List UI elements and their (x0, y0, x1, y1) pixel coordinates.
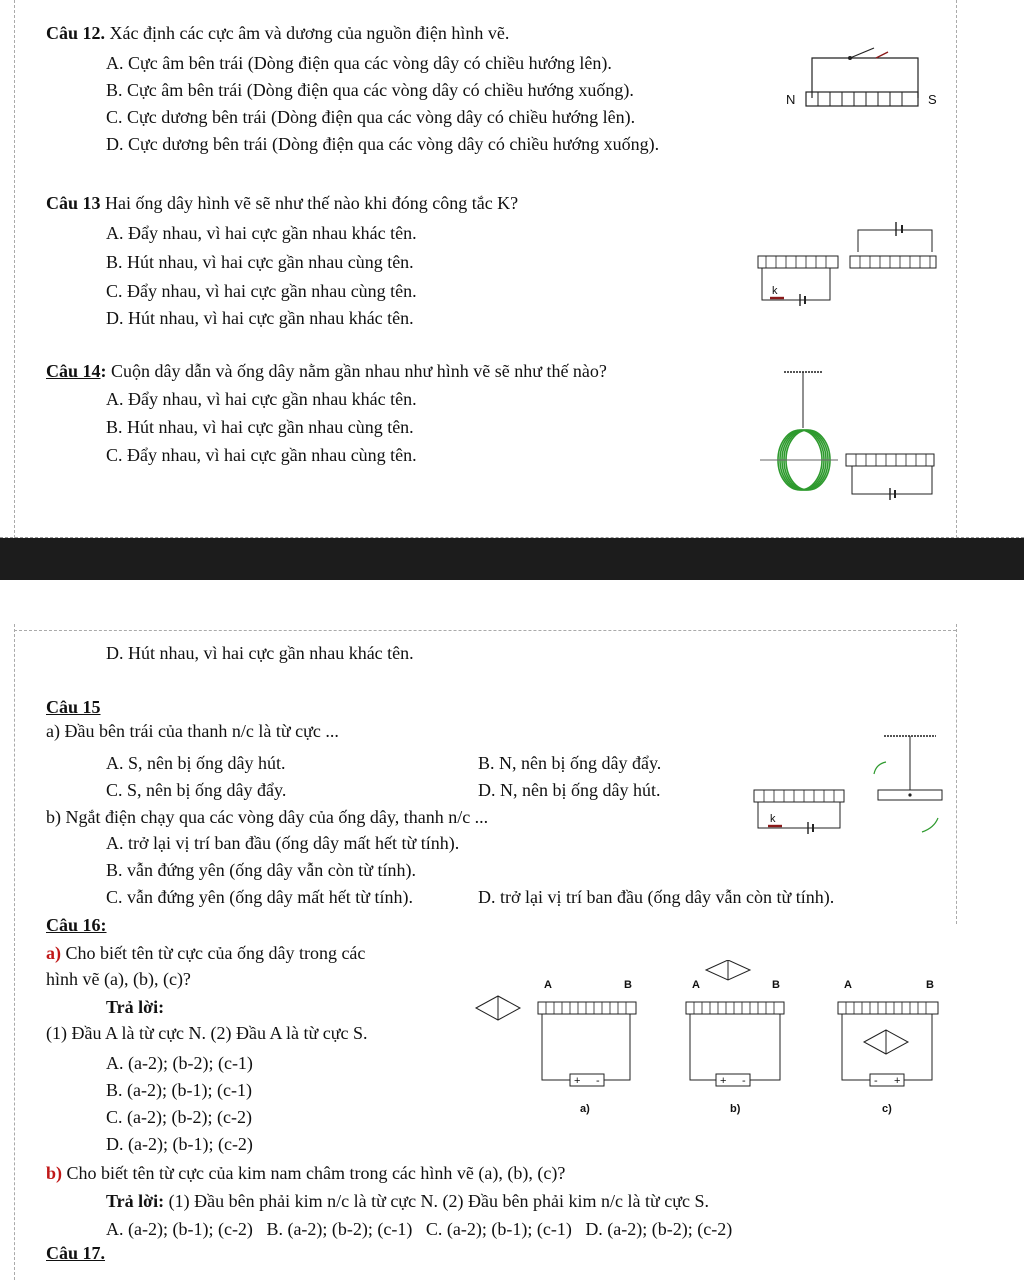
q14-option-d[interactable]: D. Hút nhau, vì hai cực gần nhau khác tên. (106, 643, 414, 663)
q15-b-option-c[interactable]: C. vẫn đứng yên (ống dây mất hết từ tính). (106, 887, 413, 907)
q16-b-option-d[interactable]: D. (a-2); (b-2); (c-2) (585, 1219, 733, 1239)
q15-a-option-a[interactable]: A. S, nên bị ống dây hút. (106, 753, 286, 773)
q16-answer-text: (1) Đầu A là từ cực N. (2) Đầu A là từ cực S. (46, 1023, 368, 1043)
q12-text: Xác định các cực âm và dương của nguồn điện hình vẽ. (109, 23, 510, 43)
q15-label: Câu 15 (46, 697, 101, 717)
q16-b-option-b[interactable]: B. (a-2); (b-2); (c-1) (266, 1219, 413, 1239)
q16-b-minus: - (742, 1075, 746, 1087)
q12-option-b[interactable]: B. Cực âm bên trái (Dòng điện qua các vòng dây có chiều hướng xuống). (106, 80, 634, 100)
q14-solenoid (846, 454, 934, 466)
page-1 (0, 0, 1024, 538)
q15-switch-k: k (770, 813, 776, 825)
q16-a-option-b[interactable]: B. (a-2); (b-1); (c-1) (106, 1080, 252, 1100)
q16-figure-b (686, 960, 784, 1115)
q15-a-option-c[interactable]: C. S, nên bị ống dây đẩy. (106, 780, 287, 800)
q16-b-end-a: A (692, 979, 700, 991)
q12-option-a[interactable]: A. Cực âm bên trái (Dòng điện qua các vòng dây có chiều hướng lên). (106, 53, 612, 73)
q15-b-text: b) Ngắt điện chạy qua các vòng dây của ống dây, thanh n/c ... (46, 807, 489, 827)
q13-two-coils-figure (750, 210, 950, 320)
page-gap (0, 538, 1024, 580)
q13-line (46, 192, 518, 214)
q13-option-c[interactable]: C. Đẩy nhau, vì hai cực gần nhau cùng tên. (106, 281, 417, 301)
q14-text: Cuộn dây dẫn và ống dây nằm gần nhau như hình vẽ sẽ như thế nào? (111, 361, 607, 381)
q16-b-prefix: b) (46, 1163, 63, 1183)
q16-c-minus: - (874, 1075, 878, 1087)
q16-a-minus: - (596, 1075, 600, 1087)
q16-c-plus: + (894, 1075, 901, 1087)
q13-switch-k: k (772, 285, 778, 297)
q13-option-a[interactable]: A. Đẩy nhau, vì hai cực gần nhau khác tên. (106, 223, 417, 243)
q16-answer-label: Trả lời: (106, 997, 165, 1017)
q16-a-text-1 (46, 942, 365, 964)
q16-b-answer-text: (1) Đầu bên phải kim n/c là từ cực N. (2) Đầu bên phải kim n/c là từ cực S. (168, 1191, 709, 1211)
q16-a-option-d[interactable]: D. (a-2); (b-1); (c-2) (106, 1134, 253, 1154)
q16-a-caption: a) (580, 1103, 590, 1115)
q16-b-caption: b) (730, 1103, 741, 1115)
q12-coil (806, 92, 918, 106)
q13-option-b[interactable]: B. Hút nhau, vì hai cực gần nhau cùng tên. (106, 252, 414, 272)
q16-a-option-c[interactable]: C. (a-2); (b-2); (c-2) (106, 1107, 252, 1127)
q16-a-end-a: A (544, 979, 552, 991)
q16-c-caption: c) (882, 1103, 892, 1115)
q16-b-line (46, 1162, 565, 1184)
q12-solenoid-figure (780, 40, 950, 120)
q16-c-end-b: B (926, 979, 934, 991)
q12-line (46, 22, 509, 44)
q12-label: Câu 12. (46, 23, 106, 43)
q13-option-d[interactable]: D. Hút nhau, vì hai cực gần nhau khác tên. (106, 308, 414, 328)
q14-loop-coil-figure (760, 362, 950, 522)
q13-right-coil (850, 256, 936, 268)
q14-option-c[interactable]: C. Đẩy nhau, vì hai cực gần nhau cùng tên. (106, 445, 417, 465)
q15-figure (750, 724, 950, 844)
q16-a-plus: + (574, 1075, 581, 1087)
q16-figure-a (476, 979, 636, 1115)
q15-a-option-d[interactable]: D. N, nên bị ống dây hút. (478, 780, 661, 800)
q15-a-text: a) Đầu bên trái của thanh n/c là từ cực ... (46, 721, 339, 741)
q16-b-end-b: B (772, 979, 780, 991)
q16-a-text: Cho biết tên từ cực của ống dây trong các (65, 943, 366, 963)
q16-a-end-b: B (624, 979, 632, 991)
q16-b-plus: + (720, 1075, 727, 1087)
q12-n-label: N (786, 92, 796, 107)
q15-solenoid (754, 790, 844, 802)
q16-figure-c (838, 979, 938, 1115)
q13-label: Câu 13 (46, 193, 101, 213)
q16-c-end-a: A (844, 979, 852, 991)
q15-a-option-b[interactable]: B. N, nên bị ống dây đẩy. (478, 753, 662, 773)
q16-a-option-a[interactable]: A. (a-2); (b-2); (c-1) (106, 1053, 253, 1073)
q12-option-d[interactable]: D. Cực dương bên trái (Dòng điện qua các vòng dây có chiều hướng xuống). (106, 134, 660, 154)
q16-a-text-2: hình vẽ (a), (b), (c)? (46, 969, 191, 989)
q15-b-option-d[interactable]: D. trở lại vị trí ban đầu (ống dây vẫn còn từ tính). (478, 887, 835, 907)
q14-option-a[interactable]: A. Đẩy nhau, vì hai cực gần nhau khác tên. (106, 389, 417, 409)
q16-b-option-a[interactable]: A. (a-2); (b-1); (c-2) (106, 1219, 253, 1239)
q16-figures (470, 960, 950, 1120)
page-2-top-border (14, 630, 956, 631)
q17-label: Câu 17. (46, 1243, 106, 1263)
q14-line (46, 360, 607, 382)
q16-b-options (106, 1218, 732, 1240)
q14-option-b[interactable]: B. Hút nhau, vì hai cực gần nhau cùng tên. (106, 417, 414, 437)
q16-b-answer-label: Trả lời: (106, 1191, 165, 1211)
q12-s-label: S (928, 92, 937, 107)
q15-b-option-a[interactable]: A. trở lại vị trí ban đầu (ống dây mất hết từ tính). (106, 833, 460, 853)
q16-b-option-c[interactable]: C. (a-2); (b-1); (c-1) (425, 1219, 572, 1239)
q15-b-option-b[interactable]: B. vẫn đứng yên (ống dây vẫn còn từ tính). (106, 860, 416, 880)
q16-b-text: Cho biết tên từ cực của kim nam châm trong các hình vẽ (a), (b), (c)? (66, 1163, 566, 1183)
q16-a-prefix: a) (46, 943, 61, 963)
q14-colon: : (100, 361, 107, 381)
q16-label: Câu 16: (46, 915, 107, 935)
q14-label: Câu 14 (46, 361, 101, 381)
q12-option-c[interactable]: C. Cực dương bên trái (Dòng điện qua các vòng dây có chiều hướng lên). (106, 107, 636, 127)
q16-b-answer (106, 1190, 709, 1212)
q13-text: Hai ống dây hình vẽ sẽ như thế nào khi đóng công tắc K? (105, 193, 519, 213)
q12-switch (850, 48, 874, 58)
